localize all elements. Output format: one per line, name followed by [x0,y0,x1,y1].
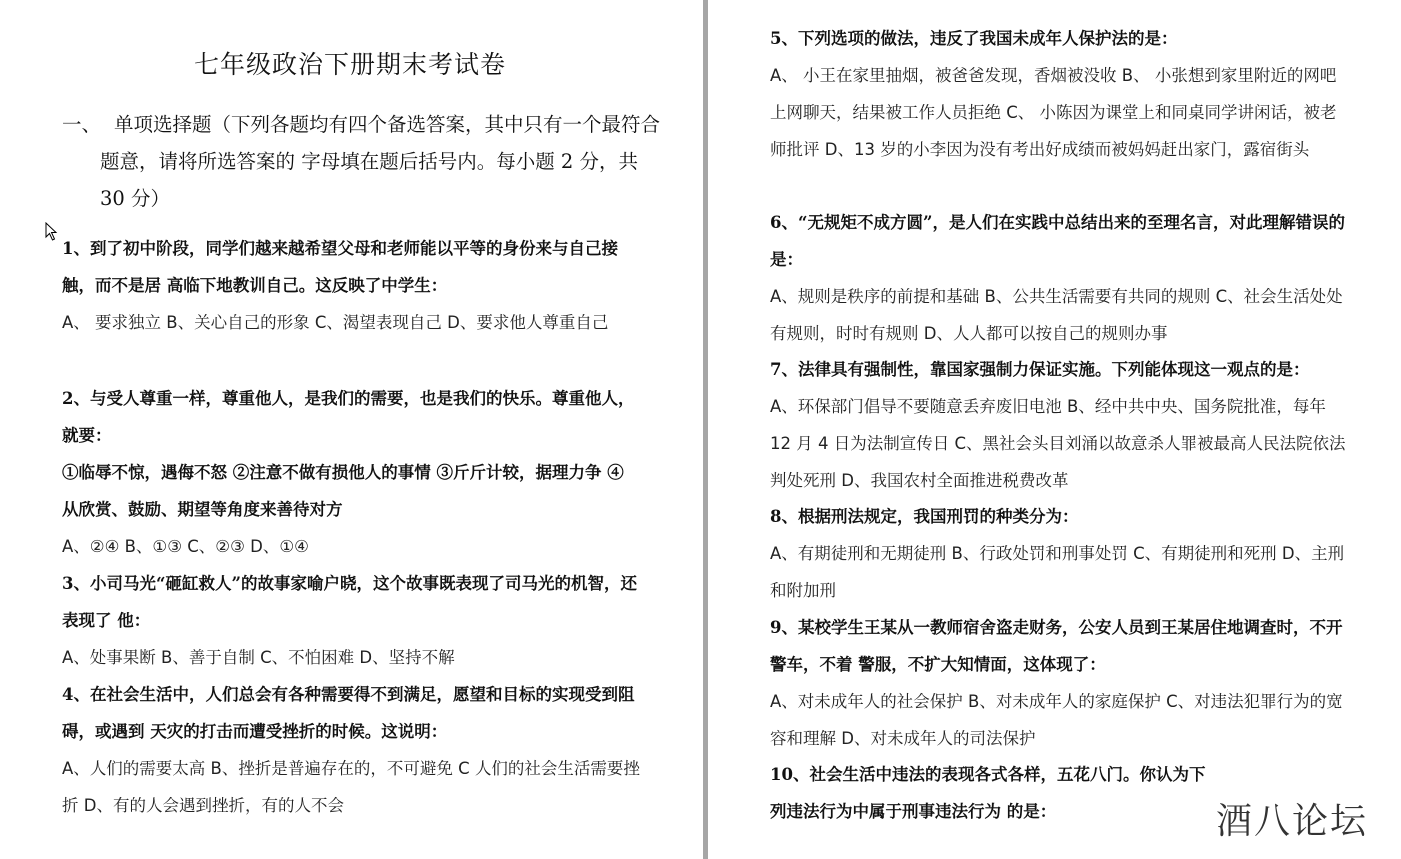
question-options: A、②④ B、①③ C、②③ D、①④ [62,537,309,556]
question-stem: 3、小司马光“砸缸救人”的故事家喻户晓，这个故事既表现了司马光的机智，还表现了 他： [62,574,637,630]
forum-watermark: 酒八论坛 [1216,801,1369,842]
question-options: A、人们的需要太高 B、挫折是普遍存在的，不可避免 C 人们的社会生活需要挫折 D、有的人会遇到挫折，有的人不会 [62,759,640,815]
question-stem: 9、某校学生王某从一教师宿舍盗走财务，公安人员到王某居住地调查时，不开警车，不着 警服，不扩大知情面，这体现了： [770,618,1343,674]
question-stem: 8、根据刑法规定，我国刑罚的种类分为： [770,507,1079,526]
question-7 [770,351,1350,499]
question-9 [770,609,1350,757]
question-stem: 4、在社会生活中，人们总会有各种需要得不到满足，愿望和目标的实现受到阻碍，或遇到 天灾的打击而遭受挫折的时候。这说明： [62,685,635,741]
question-8 [770,498,1350,609]
section-number: 一、 [62,113,102,136]
question-statements: ①临辱不惊，遇侮不怒 ②注意不做有损他人的事情 ③斤斤计较，据理力争 ④从欣赏、鼓励、期望等角度来善待对方 [62,463,624,519]
question-stem: 2、与受人尊重一样，尊重他人，是我们的需要，也是我们的快乐。尊重他人，就要： [62,389,635,445]
question-options: A、有期徒刑和无期徒刑 B、行政处罚和刑事处罚 C、有期徒刑和死刑 D、主刑和附加刑 [770,544,1345,600]
section-instructions: 单项选择题（下列各题均有四个备选答案，其中只有一个最符合题意，请将所选答案的 字母填在题后括号内。每小题 2 分，共 30 分） [100,113,661,210]
question-stem: 6、“无规矩不成方圆”，是人们在实践中总结出来的至理名言，对此理解错误的是： [770,213,1345,269]
question-3 [62,565,640,676]
question-stem: 7、法律具有强制性，靠国家强制力保证实施。下列能体现这一观点的是： [770,360,1310,379]
mouse-cursor-icon [45,222,59,242]
question-10 [770,756,1220,830]
question-stem: 5、下列选项的做法，违反了我国未成年人保护法的是： [770,29,1178,48]
question-2 [62,380,640,565]
page-divider [703,0,708,859]
question-1 [62,230,640,341]
question-5 [770,20,1350,168]
question-stem: 10、社会生活中违法的表现各式各样，五花八门。你认为下列违法行为中属于刑事违法行为 的是： [770,765,1206,821]
document-title: 七年级政治下册期末考试卷 [193,50,506,79]
question-options: A、规则是秩序的前提和基础 B、公共生活需要有共同的规则 C、社会生活处处有规则，时时有规则 D、人人都可以按自己的规则办事 [770,287,1343,343]
question-6 [770,204,1350,352]
question-options: A、对未成年人的社会保护 B、对未成年人的家庭保护 C、对违法犯罪行为的宽容和理解 D、对未成年人的司法保护 [770,692,1343,748]
question-options: A、环保部门倡导不要随意丢弃废旧电池 B、经中共中央、国务院批准，每年 12 月 4 日为法制宣传日 C、黑社会头目刘涌以故意杀人罪被最高人民法院依法判处死刑 D、我国农村全面推进税费改革 [770,397,1346,490]
question-options: A、 要求独立 B、关心自己的形象 C、渴望表现自己 D、要求他人尊重自己 [62,313,609,332]
question-stem: 1、到了初中阶段，同学们越来越希望父母和老师能以平等的身份来与自己接触，而不是居 高临下地教训自己。这反映了中学生： [62,239,618,295]
question-options: A、处事果断 B、善于自制 C、不怕困难 D、坚持不解 [62,648,455,667]
question-4 [62,676,640,824]
question-options: A、 小王在家里抽烟，被爸爸发现，香烟被没收 B、 小张想到家里附近的网吧上网聊天，结果被工作人员拒绝 C、 小陈因为课堂上和同桌同学讲闲话，被老师批评 D、13 岁的小李因为没有考出好成绩而被妈妈赶出家门，露宿街头 [770,66,1337,159]
section-heading [62,106,662,217]
